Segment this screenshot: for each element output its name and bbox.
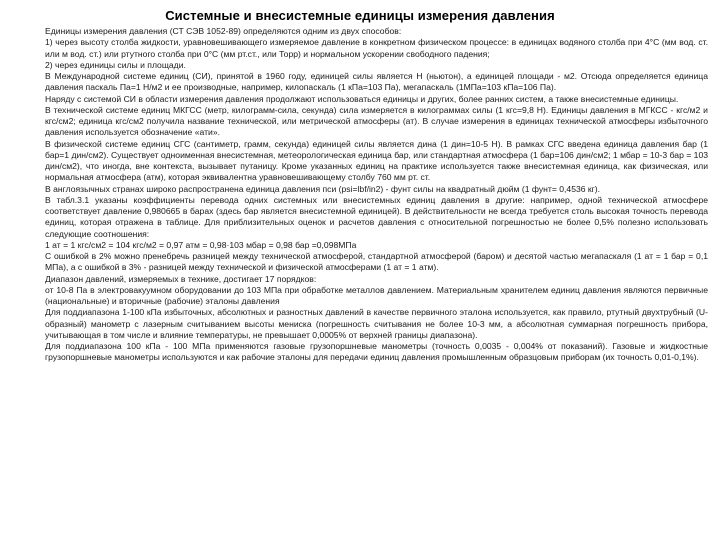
paragraph: Для поддиапазона 100 кПа - 100 МПа применяются газовые грузопоршневые манометры (точность 0,0035 - 0,004% от показаний). Газовые и жидкостные грузопоршневые манометры используются и как рабочие эталоны для передачи единиц давления промышленным образцовым приборам (их точность 0,01-0,1%).	[45, 341, 708, 363]
document-body	[45, 26, 708, 364]
paragraph: от 10-8 Па в электровакуумном оборудовании до 103 МПа при обработке металлов давлением. Материальным хранителем единиц давления являются первичные (национальные) и вторичные (рабочие) эталоны давления	[45, 284, 708, 306]
paragraph: С ошибкой в 2% можно пренебречь разницей между технической атмосферой, стандартной атмосферой (баром) и десятой частью мегапаскаля (1 ат = 1 бар = 0,1 МПа), а с ошибкой в 3% - разницей между технической и физической атмосферами (1 ат = 1 атм).	[45, 251, 708, 273]
paragraph: Для поддиапазона 1-100 кПа избыточных, абсолютных и разностных давлений в качестве первичного эталона используется, как правило, ртутный двухтрубный (U-образный) манометр с лазерным считыванием высоты мениска (погрешность считывания не более 10-3 мм, а абсолютная суммарная погрешность прибора, учитывающая в том числе и влияние температуры, не превышает 0,0005% от верхней границы диапазона).	[45, 307, 708, 340]
paragraph: В технической системе единиц МКГСС (метр, килограмм-сила, секунда) сила измеряется в килограммах силы (1 кгс=9,8 Н). Единицы давления в МГКСС - кгс/м2 и кгс/см2; единица кгс/см2 получила название технической, или метрической атмосферы (ат). В случае измерения в единицах технической атмосферы избыточного давления используется обозначение «ати».	[45, 104, 708, 138]
paragraph: В Международной системе единиц (СИ), принятой в 1960 году, единицей силы является Н (ньютон), а единицей площади - м2. Отсюда определяется единица давления паскаль Па=1 Н/м2 и ее производные, например, килопаскаль (1 кПа=103 Па), мегапаскаль (1МПа=103 кПа=106 Па).	[45, 71, 708, 93]
paragraph: 2) через единицы силы и площади.	[45, 59, 186, 70]
paragraph: В англоязычных странах широко распространена единица давления пси (psi=lbf/in2) - фунт силы на квадратный дюйм (1 фунт= 0,4536 кг).	[45, 183, 601, 194]
paragraph: Наряду с системой СИ в области измерения давления продолжают использоваться единицы и других, более ранних систем, а также внесистемные единицы.	[45, 93, 679, 104]
paragraph: 1 ат = 1 кгс/см2 = 104 кгс/м2 = 0,97 атм = 0,98·103 мбар = 0,98 бар =0,098МПа	[45, 239, 357, 250]
page-title: Системные и внесистемные единицы измерения давления	[165, 8, 555, 23]
paragraph: В физической системе единиц СГС (сантиметр, грамм, секунда) единицей силы является дина (1 дин=10-5 Н). В рамках СГС введена единица давления бар (1 бар=1 дин/см2). Существует одноименная внесистемная, метеорологическая единица бар, или стандартная атмосфера (1 бар=106 дин/см2; 1 мбар = 10-3 бар = 103 дин/см2), что иногда, вне контекста, вызывает путаницу. Кроме указанных единиц на практике используется также внесистемная единица, как физическая, или нормальная атмосфера (атм), которая эквивалентна уравновешивающему столбу 760 мм рт. ст.	[45, 138, 708, 183]
paragraph: Единицы измерения давления (СТ СЭВ 1052-89) определяются одним из двух способов:	[45, 26, 402, 36]
paragraph: В табл.3.1 указаны коэффициенты перевода одних системных или внесистемных единиц давления в другие: например, одной технической атмосфере соответствует давление 0,980665 в барах (здесь бар является внесистемной единицей). В действительности не всегда требуется столь высокая точность перевода единиц, которая отражена в таблице. Для приблизительных оценок и расчетов давления с относительной погрешностью не более 0,5% полезно использовать следующие соотношения:	[45, 194, 708, 239]
paragraph: 1) через высоту столба жидкости, уравновешивающего измеряемое давление в конкретном физическом процессе: в единицах водяного столба при 4°С (мм вод. ст. или м вод. ст.) или ртутного столба при 0°С (мм рт.ст., или Торр) и нормальном ускорении свободного падения;	[45, 37, 708, 59]
paragraph: Диапазон давлений, измеряемых в технике, достигает 17 порядков:	[45, 273, 317, 284]
